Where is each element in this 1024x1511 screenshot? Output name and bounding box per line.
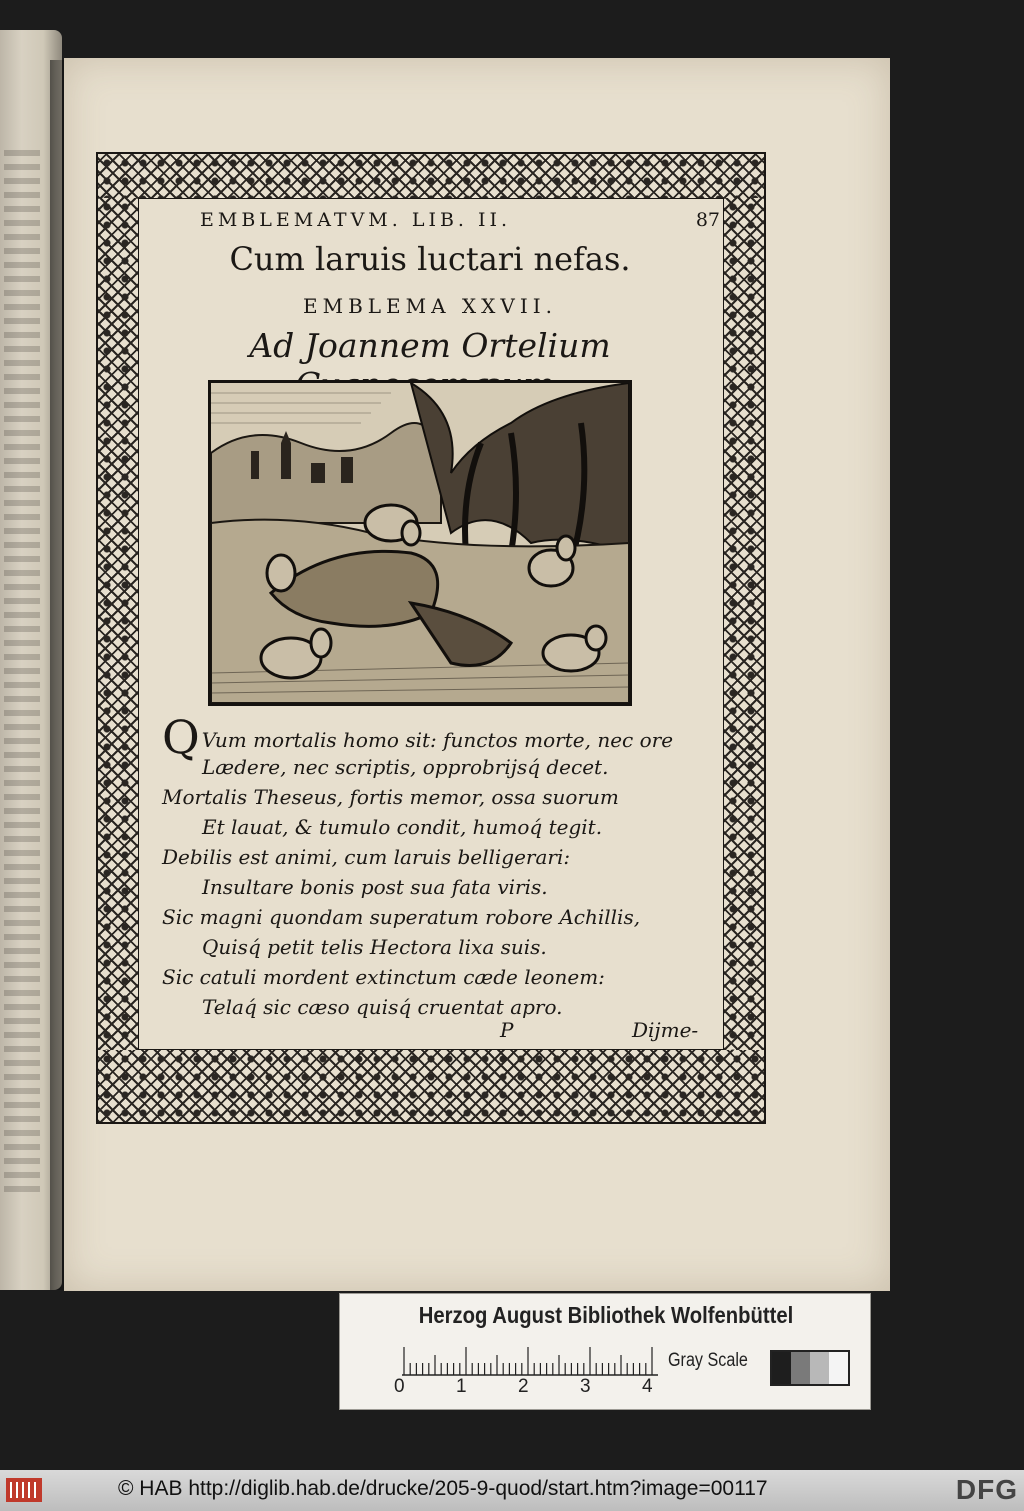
verse-line: Telaq́ sic cæso quisq́ cruentat apro. [202, 995, 563, 1019]
border-bottom-ornament [98, 1050, 764, 1122]
ruler-label: 4 [642, 1376, 653, 1397]
border-left-ornament [98, 198, 138, 1050]
gray-scale-label: Gray Scale [668, 1350, 748, 1371]
running-head-title: EMBLEMATVM. LIB. II. [200, 209, 512, 231]
verse-line: Mortalis Theseus, fortis memor, ossa suorum [162, 785, 619, 809]
border-right-ornament [724, 198, 764, 1050]
ruler-label: 1 [456, 1376, 467, 1397]
dfg-logo: DFG [955, 1474, 1018, 1505]
verse-line: Quisq́ petit telis Hectora lixa suis. [202, 935, 547, 959]
verse-line: Insultare bonis post sua fata viris. [202, 875, 548, 899]
verse-line: Debilis est animi, cum laruis belligerari: [162, 845, 571, 869]
drop-cap: Q [162, 710, 200, 764]
color-reference-card [339, 1293, 871, 1410]
emblem-verse [162, 710, 682, 1022]
verse-line: Et lauat, & tumulo condit, humoq́ tegit. [202, 815, 603, 839]
copyright-url[interactable]: © HAB http://diglib.hab.de/drucke/205-9-quod/start.htm?image=00117 [118, 1477, 768, 1500]
gray-scale-swatches [770, 1350, 850, 1386]
verse-first-line: Vum mortalis homo sit: functos morte, nec ore [201, 728, 674, 752]
gray-swatch [791, 1352, 810, 1384]
verse-line: Sic catuli mordent extinctum cæde leonem: [162, 965, 605, 989]
ruler-label: 3 [580, 1376, 591, 1397]
emblem-number: EMBLEMA XXVII. [302, 294, 557, 318]
gray-swatch [772, 1352, 791, 1384]
scale-ruler [402, 1346, 658, 1376]
previous-page-ornament [4, 150, 40, 1200]
signature-mark: P [500, 1018, 514, 1042]
verse-line: Lædere, nec scriptis, opprobrijsq́ decet. [202, 755, 609, 779]
woodcut-scene [211, 383, 629, 703]
viewer-footer [0, 1470, 1024, 1511]
ruler-labels [394, 1376, 684, 1400]
verse-line: Sic magni quondam superatum robore Achillis, [162, 905, 641, 929]
gray-swatch [829, 1352, 848, 1384]
emblem-dedication: Ad Joannem Ortelium [249, 326, 611, 365]
border-top-ornament [98, 154, 764, 198]
emblem-motto: Cum laruis luctari nefas. [229, 240, 631, 278]
ruler-label: 0 [394, 1376, 405, 1397]
woodcut-illustration [208, 380, 632, 706]
gray-swatch [810, 1352, 829, 1384]
catchword: Dijme- [632, 1018, 699, 1042]
page-number: 87 [695, 209, 720, 231]
card-title: Herzog August Bibliothek Wolfenbüttel [418, 1302, 794, 1328]
running-head [140, 205, 720, 237]
verse-line [162, 710, 682, 764]
ruler-label: 2 [518, 1376, 529, 1397]
library-logo-icon [6, 1478, 42, 1502]
